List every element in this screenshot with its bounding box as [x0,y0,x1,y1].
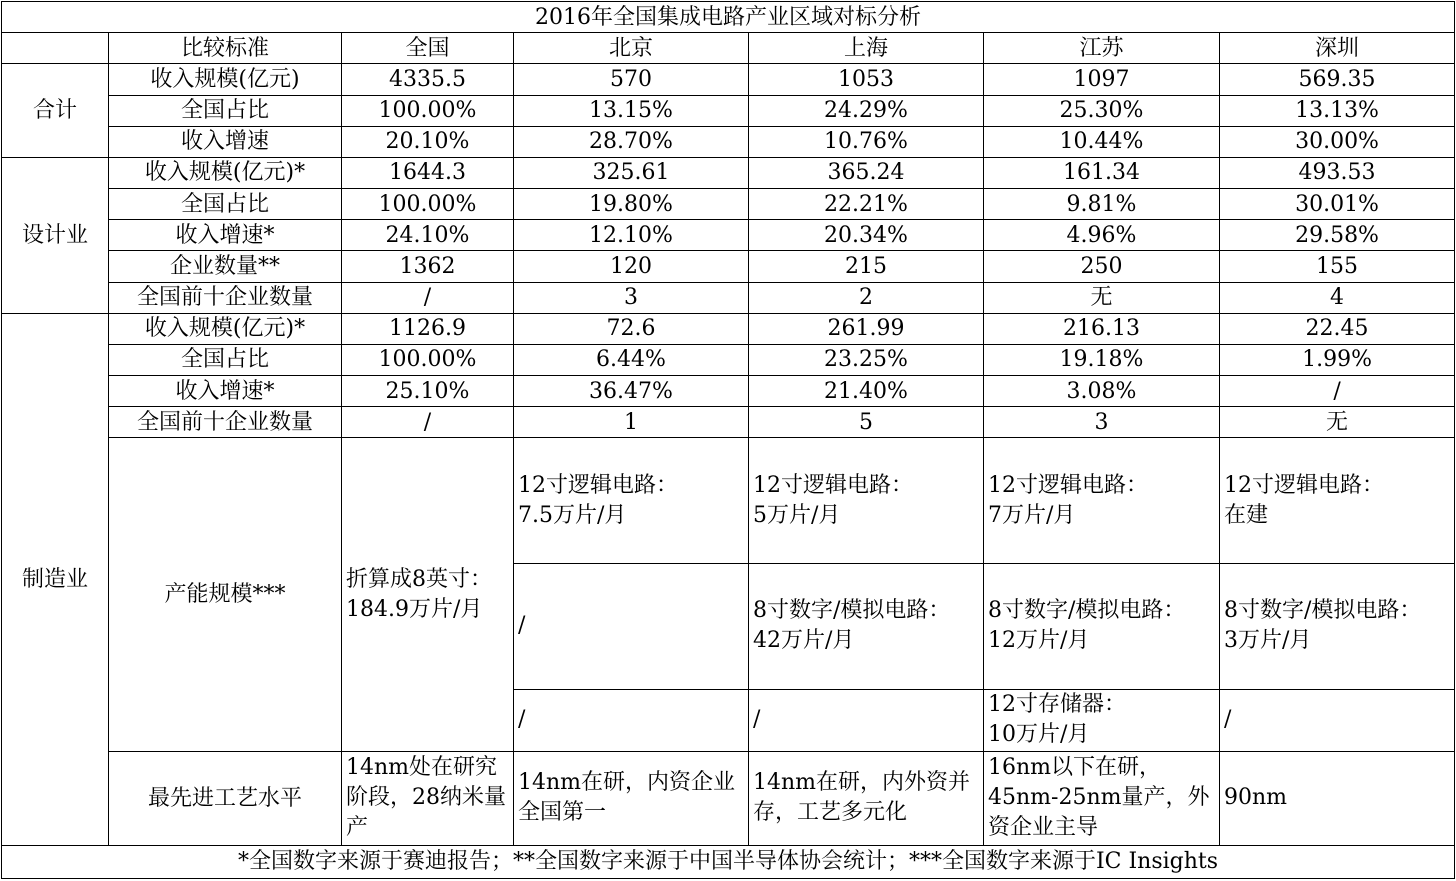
table-row [2,220,1455,251]
cell-value: 250 [984,251,1220,282]
capacity-value-line: / [518,707,526,733]
capacity-national [342,438,514,752]
cell-value: 19.18% [984,344,1220,375]
capacity-national-line: 折算成8英寸： [346,566,492,592]
capacity-label: 产能规模*** [109,438,342,752]
header-criteria: 比较标准 [109,33,342,64]
cell-value: 4 [1220,282,1455,313]
row-label: 全国前十企业数量 [109,282,342,313]
cell-value: 1362 [342,251,514,282]
cell-value: / [342,407,514,438]
cell-value: 161.34 [984,157,1220,188]
row-label: 收入增速* [109,220,342,251]
table-row [2,407,1455,438]
cell-value: 30.00% [1220,126,1455,157]
capacity-value-line: / [753,707,761,733]
capacity-value-line: 3万片/月 [1224,628,1312,654]
row-label: 收入规模(亿元)* [109,157,342,188]
footnote-row [2,845,1455,878]
cell-value: 569.35 [1220,64,1455,95]
cell-value: 6.44% [514,344,749,375]
capacity-value [984,564,1220,690]
cell-value: 30.01% [1220,189,1455,220]
cell-value: 10.44% [984,126,1220,157]
benchmark-table [1,1,1455,879]
capacity-value [1220,438,1455,564]
cell-value: 4335.5 [342,64,514,95]
cell-value: 493.53 [1220,157,1455,188]
capacity-value [514,438,749,564]
capacity-value-line: 12寸逻辑电路： [753,472,913,498]
cell-value: 3.08% [984,376,1220,407]
row-label: 企业数量** [109,251,342,282]
header-region: 全国 [342,33,514,64]
cell-value: 3 [514,282,749,313]
capacity-value-line: 8寸数字/模拟电路： [988,598,1186,624]
row-label: 收入规模(亿元)* [109,313,342,344]
capacity-value [984,438,1220,564]
table-row [2,95,1455,126]
cell-value: 215 [749,251,984,282]
table-row [2,344,1455,375]
cell-value: 13.15% [514,95,749,126]
header-region: 深圳 [1220,33,1455,64]
cell-value: 22.45 [1220,313,1455,344]
cell-value: 23.25% [749,344,984,375]
capacity-value-line: 8寸数字/模拟电路： [1224,598,1422,624]
header-region: 北京 [514,33,749,64]
cell-value: 100.00% [342,95,514,126]
cell-value: 无 [1220,407,1455,438]
cell-value: 29.58% [1220,220,1455,251]
process-value: 16nm以下在研，45nm-25nm量产，外资企业主导 [984,752,1220,846]
capacity-value [749,564,984,690]
row-label: 收入增速 [109,126,342,157]
capacity-value-line: / [1224,707,1232,733]
cell-value: 12.10% [514,220,749,251]
row-label: 全国前十企业数量 [109,407,342,438]
cell-value: 1644.3 [342,157,514,188]
table-row [2,282,1455,313]
cell-value: 28.70% [514,126,749,157]
capacity-value-line: 12寸存储器： [988,692,1126,718]
cell-value: 2 [749,282,984,313]
cell-value: 261.99 [749,313,984,344]
cell-value: 13.13% [1220,95,1455,126]
table-row [2,189,1455,220]
process-label: 最先进工艺水平 [109,752,342,846]
process-value: 14nm处在研究阶段，28纳米量产 [342,752,514,846]
capacity-value-line: 8寸数字/模拟电路： [753,598,951,624]
cell-value: 570 [514,64,749,95]
capacity-value-line: 10万片/月 [988,722,1090,748]
cell-value: 36.47% [514,376,749,407]
process-value: 90nm [1220,752,1455,846]
cell-value: 155 [1220,251,1455,282]
capacity-value-line: / [518,613,526,639]
capacity-row [2,438,1455,564]
process-row [2,752,1455,846]
capacity-value-line: 12寸逻辑电路： [518,472,678,498]
capacity-value [514,689,749,751]
capacity-national-line: 184.9万片/月 [346,596,483,622]
capacity-value-line: 12万片/月 [988,628,1090,654]
cell-value: 100.00% [342,189,514,220]
table-row [2,313,1455,344]
capacity-value-line: 在建 [1224,502,1269,528]
table-row [2,64,1455,95]
row-label: 全国占比 [109,189,342,220]
cell-value: 22.21% [749,189,984,220]
cell-value: 24.29% [749,95,984,126]
process-value: 14nm在研，内资企业全国第一 [514,752,749,846]
capacity-value-line: 7万片/月 [988,502,1076,528]
cell-value: 1.99% [1220,344,1455,375]
table-title: 2016年全国集成电路产业区域对标分析 [2,2,1455,33]
cell-value: / [1220,376,1455,407]
row-label: 全国占比 [109,344,342,375]
row-label: 收入规模(亿元) [109,64,342,95]
table-row [2,157,1455,188]
capacity-value-line: 12寸逻辑电路： [1224,472,1384,498]
cell-value: 10.76% [749,126,984,157]
cell-value: 1097 [984,64,1220,95]
title-row [2,2,1455,33]
capacity-value [514,564,749,690]
footnote: *全国数字来源于赛迪报告；**全国数字来源于中国半导体协会统计；***全国数字来源于IC Insights [2,845,1455,878]
capacity-value [984,689,1220,751]
group-design: 设计业 [2,157,109,313]
cell-value: 25.10% [342,376,514,407]
table-row [2,251,1455,282]
cell-value: 3 [984,407,1220,438]
row-label: 收入增速* [109,376,342,407]
capacity-value-line: 42万片/月 [753,628,855,654]
cell-value: 1126.9 [342,313,514,344]
table-row [2,376,1455,407]
cell-value: 20.10% [342,126,514,157]
header-empty [2,33,109,64]
capacity-value [749,438,984,564]
header-region: 江苏 [984,33,1220,64]
header-region: 上海 [749,33,984,64]
cell-value: 120 [514,251,749,282]
cell-value: 72.6 [514,313,749,344]
capacity-value [749,689,984,751]
capacity-value [1220,564,1455,690]
capacity-value-line: 12寸逻辑电路： [988,472,1148,498]
cell-value: 21.40% [749,376,984,407]
group-manufacturing: 制造业 [2,313,109,845]
cell-value: 216.13 [984,313,1220,344]
cell-value: 9.81% [984,189,1220,220]
cell-value: 100.00% [342,344,514,375]
table-row [2,126,1455,157]
process-value: 14nm在研，内外资并存，工艺多元化 [749,752,984,846]
cell-value: 24.10% [342,220,514,251]
cell-value: 19.80% [514,189,749,220]
group-total: 合计 [2,64,109,158]
cell-value: 1 [514,407,749,438]
cell-value: 1053 [749,64,984,95]
cell-value: 4.96% [984,220,1220,251]
cell-value: 无 [984,282,1220,313]
row-label: 全国占比 [109,95,342,126]
capacity-value-line: 7.5万片/月 [518,502,627,528]
cell-value: 25.30% [984,95,1220,126]
capacity-value-line: 5万片/月 [753,502,841,528]
cell-value: 20.34% [749,220,984,251]
header-row [2,33,1455,64]
cell-value: 365.24 [749,157,984,188]
cell-value: 325.61 [514,157,749,188]
cell-value: 5 [749,407,984,438]
capacity-value [1220,689,1455,751]
cell-value: / [342,282,514,313]
